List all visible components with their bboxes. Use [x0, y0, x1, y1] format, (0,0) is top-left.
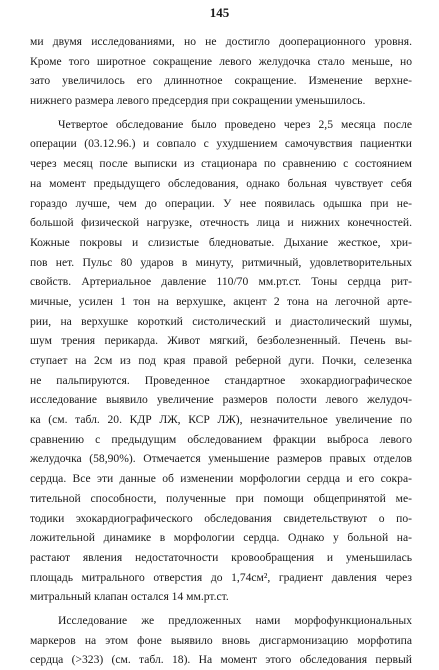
text-line: рии, на верхушке короткий систолический и диастолический шумы,: [30, 314, 412, 328]
text-line: нижнего размера левого предсердия при сокращении уменьшилось.: [30, 94, 366, 108]
text-line: маркеров на этом фоне выявило вновь дисгармонизацию морфотипа: [30, 633, 412, 647]
text-line: Четвертое обследование было проведено через 2,5 месяца после: [58, 117, 412, 131]
text-line: не пальпируются. Проведенное стандартное эхокардиографическое: [30, 373, 412, 387]
body-text: [30, 32, 412, 670]
text-line: мичные, усилен 1 тон на верхушке, акцент 2 тона на легочной арте-: [30, 294, 412, 308]
text-line: желудочка (58,90%). Отмечается уменьшение размеров правых отделов: [30, 452, 412, 466]
text-line: зато увеличилось его длиннотное сокращение. Изменение верхне-: [30, 74, 412, 88]
text-line: сравнению с предыдущим обследованием фракции выброса левого: [30, 432, 412, 446]
text-line: ступает на 2см из под края правой реберной дуги. Почки, селезенка: [30, 354, 412, 367]
text-line: ка (см. табл. 20. КДР ЛЖ, КСР ЛЖ), незначительное увеличение по: [30, 413, 412, 427]
text-line: исследование выявило увеличение размеров полости левого желудоч-: [30, 393, 412, 407]
page-number: 145: [209, 5, 230, 20]
text-line: митральный клапан остался 14 мм.рт.ст.: [30, 590, 229, 604]
text-line: операции (03.12.96.) и совпало с ухудшением самочувствия пациентки: [30, 137, 412, 151]
text-line: Кожные покровы и слизистые бледноватые. Дыхание жесткое, хри-: [30, 235, 412, 249]
paragraph: [30, 611, 412, 670]
text-line: через месяц после выписки из стационара по сравнению с состоянием: [30, 157, 412, 171]
text-line: большой физической нагрузке, отечность лица и нижних конечностей.: [30, 216, 412, 230]
text-line: шум трения перикарда. Живот мягкий, безболезненный. Печень вы-: [30, 334, 412, 348]
text-line: Исследование же предложенных нами морфофункциональных: [58, 613, 412, 627]
paragraph: [30, 32, 412, 111]
text-line: тительной способности, полученные при помощи общепринятой ме-: [30, 491, 412, 505]
text-line: растают явления недостаточности кровообращения и уменьшилась: [30, 550, 412, 564]
text-line: свойств. Артериальное давление 110/70 мм.рт.ст. Тоны сердца рит-: [30, 275, 412, 289]
text-line: площадь митрального отверстия до 1,74см², градиент давления через: [30, 570, 412, 584]
paragraph: [30, 115, 412, 607]
text-line: на момент предыдущего обследования, однако больная чувствует себя: [30, 176, 412, 190]
text-line: пов нет. Пульс 80 ударов в минуту, ритмичный, удовлетворительных: [30, 255, 412, 269]
text-line: тодики эхокардиографического обследования свидетельствуют о по-: [30, 511, 412, 525]
text-line: сердца. Все эти данные об изменении морфологии сердца и его сокра-: [30, 472, 412, 486]
text-line: Кроме того широтное сокращение левого желудочка стало меньше, но: [30, 54, 412, 68]
text-line: сердца (>323) (см. табл. 18). На момент этого обследования первый: [30, 653, 412, 667]
text-line: гораздо лучше, чем до операции. У нее появилась одышка при не-: [30, 196, 412, 210]
text-line: ложительной динамике в морфологии сердца. Однако у больной на-: [30, 531, 412, 545]
text-line: ми двумя исследованиями, но не достигло дооперационного уровня.: [30, 35, 412, 48]
